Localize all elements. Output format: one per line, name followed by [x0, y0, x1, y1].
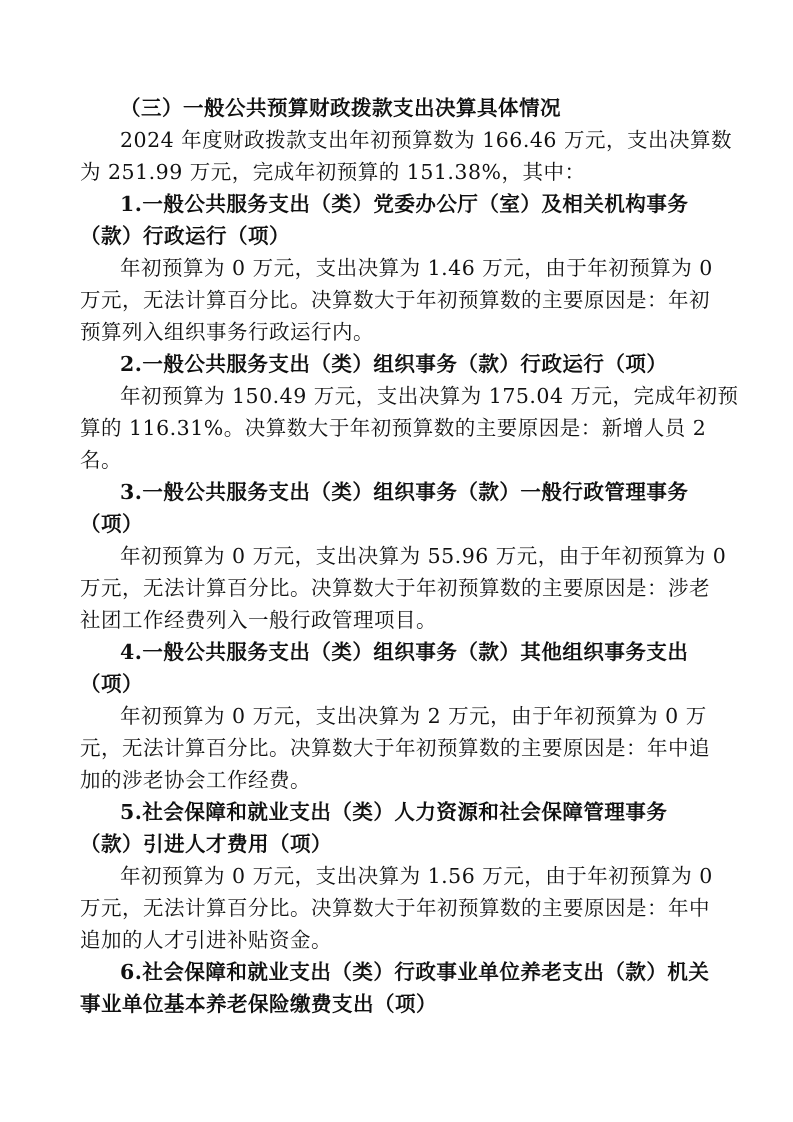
item-3-body-line-1: 年初预算为 0 万元，支出决算为 55.96 万元，由于年初预算为 0	[120, 544, 727, 568]
item-6-heading-line-2: 事业单位基本养老保险缴费支出（项）	[80, 992, 437, 1016]
item-5-body-line-3: 追加的人才引进补贴资金。	[80, 928, 332, 952]
item-5-heading-line-2: （款）引进人才费用（项）	[80, 832, 332, 856]
document-page	[80, 92, 739, 1020]
item-5-body-line-2: 万元，无法计算百分比。决算数大于年初预算数的主要原因是：年中	[80, 896, 710, 920]
item-3-body-line-2: 万元，无法计算百分比。决算数大于年初预算数的主要原因是：涉老	[80, 576, 710, 600]
item-2-body-line-3: 名。	[80, 448, 122, 472]
item-6-heading-line-1: 6.社会保障和就业支出（类）行政事业单位养老支出（款）机关	[120, 960, 710, 984]
item-5-body-line-1: 年初预算为 0 万元，支出决算为 1.56 万元，由于年初预算为 0	[120, 864, 713, 888]
item-3-body-line-3: 社团工作经费列入一般行政管理项目。	[80, 608, 437, 632]
item-2-body-line-1: 年初预算为 150.49 万元，支出决算为 175.04 万元，完成年初预	[120, 384, 739, 408]
item-4-body-line-3: 加的涉老协会工作经费。	[80, 768, 311, 792]
section-title: （三）一般公共预算财政拨款支出决算具体情况	[120, 96, 561, 120]
item-2-body-line-2: 算的 116.31%。决算数大于年初预算数的主要原因是：新增人员 2	[80, 416, 707, 440]
item-4-body-line-2: 元，无法计算百分比。决算数大于年初预算数的主要原因是：年中追	[80, 736, 710, 760]
item-1-body-line-3: 预算列入组织事务行政运行内。	[80, 320, 374, 344]
intro-line-2: 为 251.99 万元，完成年初预算的 151.38%，其中：	[80, 160, 586, 184]
item-4-heading-line-2: （项）	[80, 672, 143, 696]
item-3-heading-line-1: 3.一般公共服务支出（类）组织事务（款）一般行政管理事务	[120, 480, 689, 504]
item-1-body-line-2: 万元，无法计算百分比。决算数大于年初预算数的主要原因是：年初	[80, 288, 710, 312]
item-5-heading-line-1: 5.社会保障和就业支出（类）人力资源和社会保障管理事务	[120, 800, 668, 824]
item-1-heading-line-1: 1.一般公共服务支出（类）党委办公厅（室）及相关机构事务	[120, 192, 689, 216]
item-3-heading-line-2: （项）	[80, 512, 143, 536]
intro-line-1: 2024 年度财政拨款支出年初预算数为 166.46 万元，支出决算数	[120, 128, 732, 152]
item-2-heading-line-1: 2.一般公共服务支出（类）组织事务（款）行政运行（项）	[120, 352, 668, 376]
item-4-heading-line-1: 4.一般公共服务支出（类）组织事务（款）其他组织事务支出	[120, 640, 689, 664]
item-1-body-line-1: 年初预算为 0 万元，支出决算为 1.46 万元，由于年初预算为 0	[120, 256, 713, 280]
item-4-body-line-1: 年初预算为 0 万元，支出决算为 2 万元，由于年初预算为 0 万	[120, 704, 707, 728]
item-1-heading-line-2: （款）行政运行（项）	[80, 224, 290, 248]
